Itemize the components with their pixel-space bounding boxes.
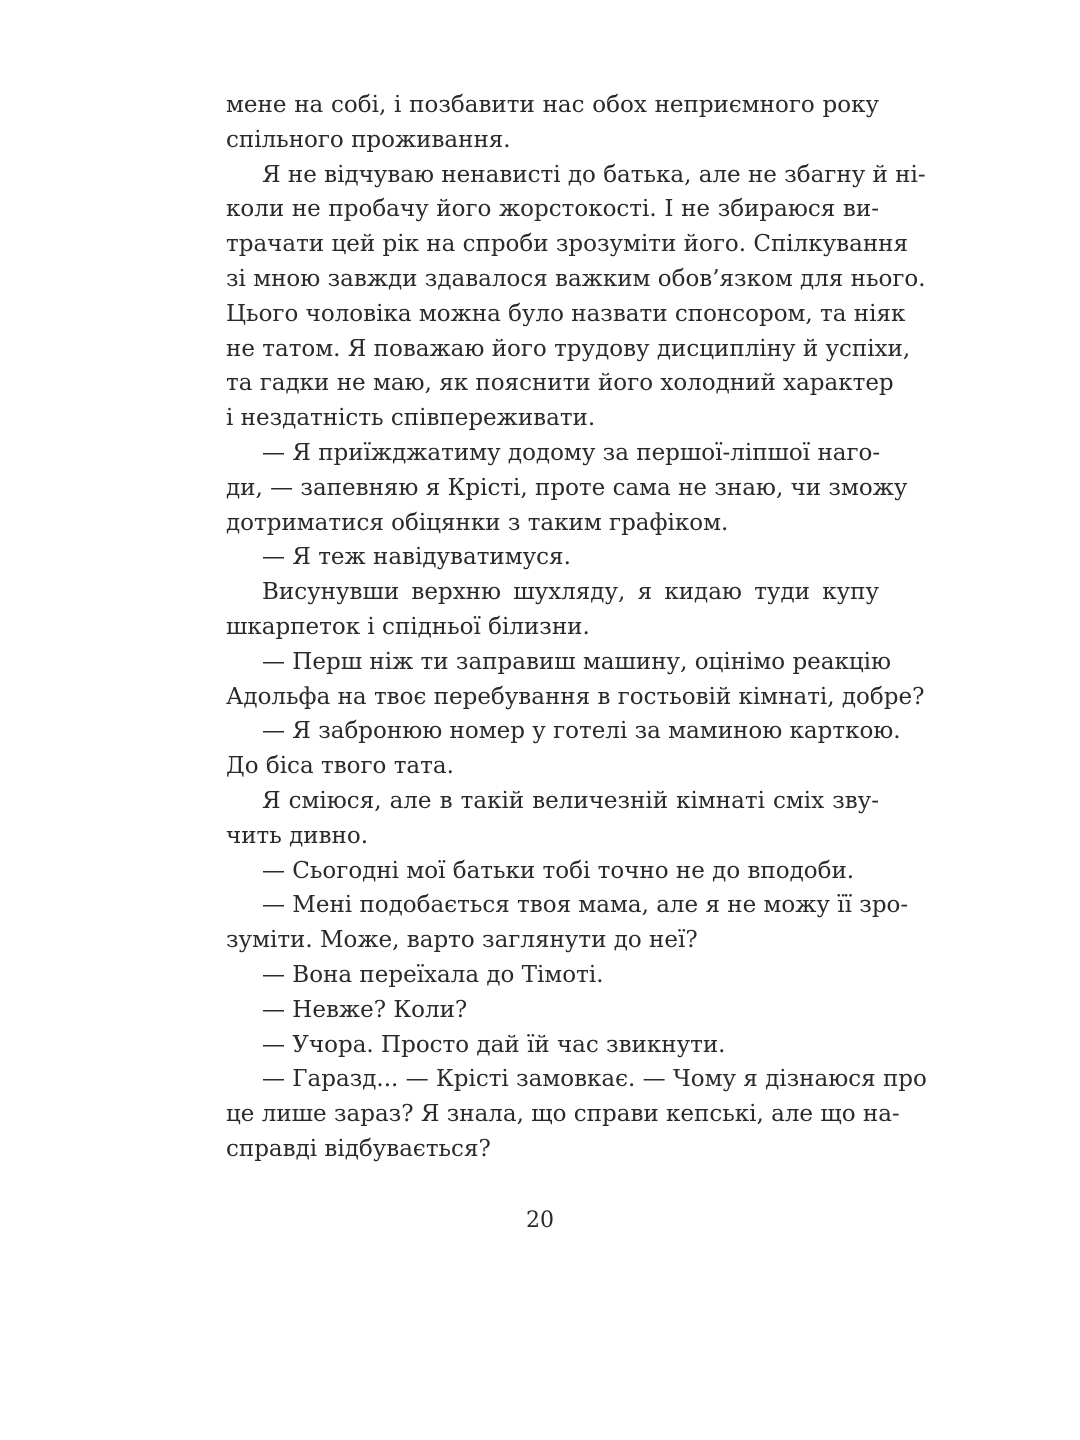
text-line: це лише зараз? Я знала, що справи кепські, але що на- — [226, 1101, 900, 1128]
body-text — [226, 88, 927, 1167]
text-line: — Гаразд... — Крісті замовкає. — Чому я дізнаюся про — [262, 1066, 927, 1093]
text-line: дотриматися обіцянки з таким графіком. — [226, 509, 729, 536]
text-line: — Мені подобається твоя мама, але я не можу її зро- — [262, 892, 909, 919]
text-line: Висунувши верхню шухляду, я кидаю туди купу — [262, 579, 879, 606]
text-line: чить дивно. — [226, 822, 369, 849]
text-line: — Я приїжджатиму додому за першої-ліпшої наго- — [262, 439, 881, 466]
text-line: До біса твого тата. — [226, 753, 454, 780]
text-line: коли не пробачу його жорстокості. І не збираюся ви- — [226, 196, 879, 223]
text-line: Я не відчуваю ненависті до батька, але не збагну й ні- — [262, 161, 926, 188]
text-line: — Невже? Коли? — [262, 996, 468, 1023]
text-line: — Учора. Просто дай їй час звикнути. — [262, 1031, 726, 1058]
text-line: зі мною завжди здавалося важким обов’язком для нього. — [226, 265, 926, 292]
page-number: 20 — [526, 1208, 554, 1233]
text-line: та гадки не маю, як пояснити його холодний характер — [226, 370, 894, 397]
text-line: — Сьогодні мої батьки тобі точно не до вподоби. — [262, 857, 855, 884]
text-line: — Вона переїхала до Тімоті. — [262, 961, 604, 988]
text-line: справді відбувається? — [226, 1135, 491, 1162]
text-line: — Я теж навідуватимуся. — [262, 544, 571, 571]
text-line: зуміти. Може, варто заглянути до неї? — [226, 927, 698, 954]
text-line: спільного проживання. — [226, 126, 511, 153]
text-line: Адольфа на твоє перебування в гостьовій кімнаті, добре? — [226, 683, 925, 710]
text-line: шкарпеток і спідньої білизни. — [226, 613, 590, 640]
text-line: не татом. Я поважаю його трудову дисципліну й успіхи, — [226, 335, 911, 362]
text-line: — Я забронюю номер у готелі за маминою карткою. — [262, 718, 901, 745]
text-line: і нездатність співпереживати. — [226, 405, 596, 432]
text-line: — Перш ніж ти заправиш машину, оцінімо реакцію — [262, 648, 892, 675]
text-line: ди, — запевняю я Крісті, проте сама не знаю, чи зможу — [226, 474, 908, 501]
text-line: мене на собі, і позбавити нас обох неприємного року — [226, 92, 879, 118]
text-line: трачати цей рік на спроби зрозуміти його. Спілкування — [226, 231, 909, 258]
text-line: Цього чоловіка можна було назвати спонсором, та ніяк — [226, 300, 906, 327]
text-line: Я сміюся, але в такій величезній кімнаті сміх зву- — [262, 787, 879, 814]
